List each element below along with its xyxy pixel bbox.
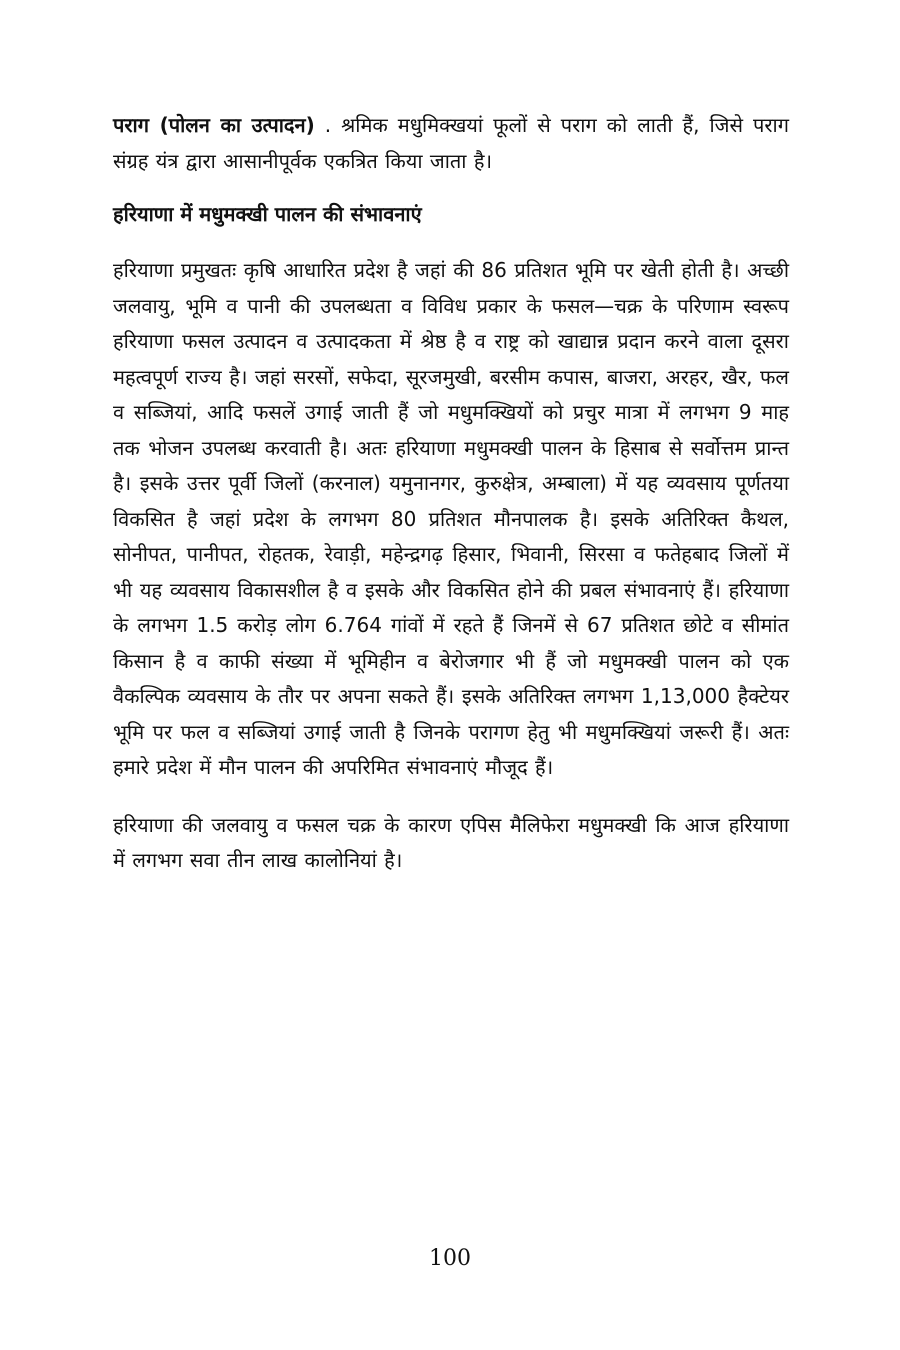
page-content [113, 108, 789, 879]
section-heading: हरियाणा में मधुमक्खी पालन की संभावनाएं [113, 202, 422, 226]
haryana-beekeeping-paragraph: हरियाणा प्रमुखतः कृषि आधारित प्रदेश है जहां की 86 प्रतिशत भूमि पर खेती होती है। अच्छी जलवायु, भूमि व पानी की उपलब्धता व विविध प्रकार के फसल—चक्र के परिणाम स्वरूप हरियाणा फसल उत्पादन व उत्पादकता में श्रेष्ठ है व राष्ट्र को खाद्यान्न प्रदान करने वाला दूसरा महत्वपूर्ण राज्य है। जहां सरसों, सफेदा, सूरजमुखी, बरसीम कपास, बाजरा, अरहर, खैर, फल व सब्जियां, आदि फसलें उगाई जाती हैं जो मधुमक्खियों को प्रचुर मात्रा में लगभग 9 माह तक भोजन उपलब्ध करवाती है। अतः हरियाणा मधुमक्खी पालन के हिसाब से सर्वोत्तम प्रान्त है। इसके उत्तर पूर्वी जिलों (करनाल) यमुनानगर, कुरुक्षेत्र, अम्बाला) में यह व्यवसाय पूर्णतया विकसित है जहां प्रदेश के लगभग 80 प्रतिशत मौनपालक है। इसके अतिरिक्त कैथल, सोनीपत, पानीपत, रोहतक, रेवाड़ी, महेन्द्रगढ़ हिसार, भिवानी, सिरसा व फतेहबाद जिलों में भी यह व्यवसाय विकासशील है व इसके और विकसित होने की प्रबल संभावनाएं हैं। हरियाणा के लगभग 1.5 करोड़ लोग 6.764 गांवों में रहते हैं जिनमें से 67 प्रतिशत छोटे व सीमांत किसान है व काफी संख्या में भूमिहीन व बेरोजगार भी हैं जो मधुमक्खी पालन को एक वैकल्पिक व्यवसाय के तौर पर अपना सकते हैं। इसके अतिरिक्त लगभग 1,13,000 हैक्टेयर भूमि पर फल व सब्जियां उगाई जाती है जिनके परागण हेतु भी मधुमक्खियां जरूरी हैं। अतः हमारे प्रदेश में मौन पालन की अपरिमित संभावनाएं मौजूद हैं। [113, 258, 789, 779]
pollen-lead-term: पराग (पोलन का उत्पादन) [113, 113, 315, 137]
pollen-paragraph [113, 108, 789, 179]
page-number: 100 [429, 1246, 471, 1271]
climate-paragraph: हरियाणा की जलवायु व फसल चक्र के कारण एपिस मैलिफेरा मधुमक्खी कि आज हरियाणा में लगभग सवा तीन लाख कालोनियां है। [113, 812, 789, 872]
pollen-paragraph-text: . श्रमिक मधुमिक्खयां फूलों से पराग को लाती हैं, जिसे पराग संग्रह यंत्र द्वारा आसानीपूर्वक एकत्रित किया जाता है। [113, 113, 789, 173]
